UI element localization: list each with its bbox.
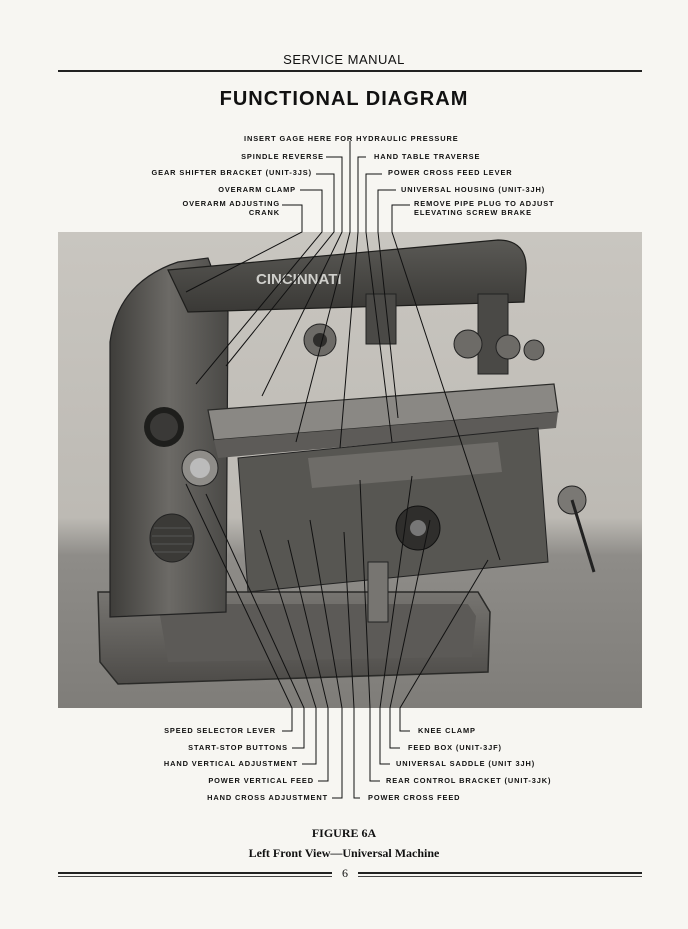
label-gear-shifter-bracket: GEAR SHIFTER BRACKET (UNIT-3JS) (151, 168, 312, 177)
page-title: FUNCTIONAL DIAGRAM (219, 88, 469, 110)
figure-subtitle: Left Front View—Universal Machine (248, 846, 440, 860)
label-remove-pipe-plug-1: REMOVE PIPE PLUG TO ADJUST (414, 199, 555, 208)
footer-rule-left (58, 872, 332, 874)
footer-rule-right-thin (358, 876, 642, 877)
figure-caption: FIGURE 6A (311, 826, 377, 840)
label-start-stop-buttons: START-STOP BUTTONS (188, 743, 288, 752)
label-power-cross-feed: POWER CROSS FEED (368, 793, 461, 802)
header-text: SERVICE MANUAL (283, 52, 405, 67)
footer-rule-right (358, 872, 642, 874)
label-spindle-reverse: SPINDLE REVERSE (241, 152, 324, 161)
label-power-vertical-feed: POWER VERTICAL FEED (208, 776, 314, 785)
label-overarm-adjusting-2: CRANK (248, 208, 280, 217)
label-hand-table-traverse: HAND TABLE TRAVERSE (374, 152, 481, 161)
label-universal-saddle: UNIVERSAL SADDLE (UNIT 3JH) (396, 759, 536, 768)
label-universal-housing: UNIVERSAL HOUSING (UNIT-3JH) (401, 185, 546, 194)
label-knee-clamp: KNEE CLAMP (418, 726, 476, 735)
label-overarm-clamp: OVERARM CLAMP (218, 185, 296, 194)
label-remove-pipe-plug-2: ELEVATING SCREW BRAKE (414, 208, 532, 217)
label-insert-gage: INSERT GAGE HERE FOR HYDRAULIC PRESSURE (244, 134, 459, 143)
label-hand-cross-adjustment: HAND CROSS ADJUSTMENT (207, 793, 328, 802)
label-feed-box: FEED BOX (UNIT-3JF) (408, 743, 502, 752)
footer-rule-left-thin (58, 876, 332, 877)
page-number: 6 (342, 866, 348, 880)
label-speed-selector-lever: SPEED SELECTOR LEVER (164, 726, 276, 735)
label-hand-vertical-adjustment: HAND VERTICAL ADJUSTMENT (163, 759, 298, 768)
label-rear-control-bracket: REAR CONTROL BRACKET (UNIT-3JK) (386, 776, 552, 785)
label-power-cross-feed-lever: POWER CROSS FEED LEVER (388, 168, 513, 177)
brand-text: CINCINNATI (256, 271, 342, 288)
label-overarm-adjusting-1: OVERARM ADJUSTING (182, 199, 280, 208)
